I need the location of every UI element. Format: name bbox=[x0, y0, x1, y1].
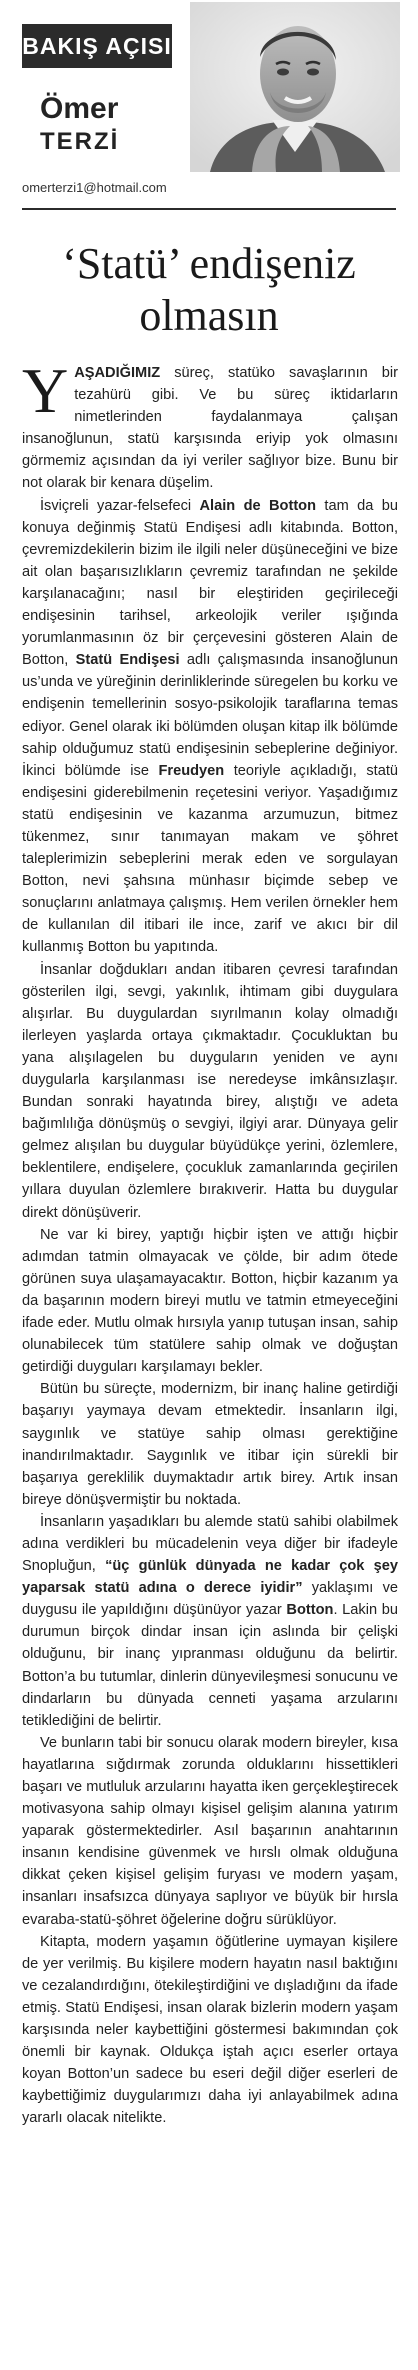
paragraph-5: Bütün bu süreçte, modernizm, bir inanç haline getirdiği başarıyı yaymaya devam etmektedir. İnsanların ilgi, saygınlık ve statüye sahip olması gerektiğine inandırılmaktadır. Saygınlık ve itibar için sürekli bir başarıya gereklilik duymaktadır artık birey. Artık insan bireye dönüşvermiştir bu noktada. bbox=[22, 1381, 398, 1508]
botton-bold: Botton bbox=[286, 1602, 334, 1619]
article-body bbox=[22, 355, 398, 2130]
paragraph-2-text-c: adlı çalışmasında insanoğlunun us’unda ve yüreğinin derinliklerinde süregelen bu korku ve endişenin temellerinin sosyo-psikolojik taraflarına temas ediyor. Genel olarak iki bölümden oluşan kitap ilk bölümde sahip olduğumuz statü endişesinin sebeplerine değiniyor. İkinci bölümde ise bbox=[22, 652, 398, 779]
section-label: BAKIŞ AÇISI bbox=[22, 24, 172, 68]
paragraph-2-text-b: tam da bu konuya değinmiş Statü Endişesi adlı kitabında. Botton, çevremizdekilerin bizim ile ilgili neler düşüneceğini ve bize ait olan başarısızlıkların çevremiz tarafından ne şekilde karşılanacağını; nasıl bir eleştiriden geçirileceği endişesinin tarihsel, arkeolojik veriler ışığında yorumlanmasının öz bir çerçevesini gösteren Alain de Botton, bbox=[22, 497, 398, 669]
freudian-bold: Freudyen bbox=[158, 762, 225, 779]
paragraph-7: Ve bunların tabi bir sonucu olarak modern bireyler, kısa hayatlarına sığdırmak zorunda olduklarını hissettikleri başarı ve mutluluk arzularını hayatta iken gerçekleştirecek motivasyona sahip olmayı kişisel gelişim alanına yatırım yaparak göstermektedirler. Asıl başarının anahtarının insanın kendisine güvenmek ve hırslı olmak olduğuna dikkat çeken kişisel gelişim furyası ve modern yaşam, insanları insafsızca dünyaya saplıyor ve büyük bir hırsla evaraba-statü-şöhret öğelerine doğru sürüklüyor. bbox=[22, 1734, 398, 1928]
author-email: omerterzi1@hotmail.com bbox=[22, 180, 167, 195]
author-last-name: TERZİ bbox=[40, 128, 120, 155]
article-title-line-1: ‘Statü’ endişeniz bbox=[62, 239, 356, 288]
book-title-bold: Statü Endişesi bbox=[75, 652, 180, 669]
column-header bbox=[0, 0, 418, 222]
paragraph-2 bbox=[22, 495, 398, 959]
paragraph-3: İnsanlar doğdukları andan itibaren çevresi tarafından gösterilen ilgi, sevgi, yakınlık, ihtimam gibi duygulara alışırlar. Bu duygulardan sıyrılmanın kolay olmadığı ilerleyen yaşlarda ortaya çıkmaktadır. Çocukluktan bu yana alışılagelen bu duyguların yeniden ve aynı duygularla karşılanması ise neredeyse imkânsızlaşır. Bundan sonraki hayatında birey, alıştığı ve adeta bağımlılığa dönüşmüş o sevgiyi, ilgiyi arar. Dünyaya gelir gelmez alışılan bu duygular büyüdükçe yerini, özlemlere, beklentilere, endişelere, çocukluk zamanlarında geçirilen yıllara duyulan özlemlere bırakıverir. Hatta bu duygular direkt dönüşüverir. bbox=[22, 961, 398, 1221]
paragraph-6-text-c: . Lakin bu durumun birçok dindar insan için aslında bir çelişki olduğunu, bir inanç yıpranması olduğunu da belirtir. Botton’a bu tutumlar, dinlerin dünyevileşmesi sonucunu ve dindarların bu dünyada cenneti yaşama arzularını tetiklediğini de belirtir. bbox=[22, 1602, 398, 1729]
article-title bbox=[20, 238, 398, 342]
drop-cap: Y bbox=[22, 355, 69, 426]
lead-word: AŞADIĞIMIZ bbox=[74, 365, 161, 381]
paragraph-1 bbox=[22, 355, 398, 495]
quote-bold: “üç günlük dünyada ne kadar çok şey yaparsak statü adına o derece iyidir” bbox=[22, 1558, 398, 1597]
paragraph-8: Kitapta, modern yaşamın öğütlerine uymayan kişilere de yer verilmiş. Bu kişilere modern hayatın nasıl baktığını ve cezalandırdığını, ötekileştirdiğini ve dışladığını da ifade etmiş. Statü Endişesi, insan olarak bizlerin modern yaşam karşısında neler kaybettiğini göstermesi bakımından çok önemli bir kaynak. Oldukça iştah açıcı eserler ortaya koyan Botton’un sadece bu eseri değil diğer eserleri de kaybettiğimiz duygularımızı daha iyi anlayabilmek adına yararlı olacak nitelikte. bbox=[22, 1933, 398, 2127]
paragraph-4: Ne var ki birey, yaptığı hiçbir işten ve attığı hiçbir adımdan tatmin olmayacak ve çölde, bir adım ötede görünen suya ulaşamayacaktır. Botton, hiçbir kazanım ya da başarının modern bireyi mutlu ve tatmin etmeyeceğini ifade eder. Mutlu olmak hırsıyla yanıp tutuşan insan, sahip olunabilecek tüm statülere sahip olmak ve doğuştan getirdiği duyguları karşılamayı bekler. bbox=[22, 1226, 398, 1376]
paragraph-6-text-b: yaklaşımı ve duygusu ile yapıldığını düşünüyor yazar bbox=[22, 1580, 398, 1619]
paragraph-2-text-d: teoriyle açıkladığı, statü endişesini giderebilmenin reçetesini veriyor. Yaşadığımız statü endişesinin ve kazanma arzumuzun, bitmez tükenmez, sınır tanımayan makam ve şöhret taleplerimizin sebeplerini merak eden ve sorgulayan Botton, nevi şahsına münhasır biçimde sebep ve sonuçlarını anlatmaya çalışmış. Hem verilen örnekler hem de kullanılan dil itibari ile ince, zarif ve akıcı bir dil kullanmış Botton bu yapıtında. bbox=[22, 762, 398, 956]
paragraph-2-text-a: İsviçreli yazar-felsefeci bbox=[40, 497, 200, 514]
author-portrait bbox=[190, 2, 400, 172]
paragraph-6-text-a: İnsanların yaşadıkları bu alemde statü sahibi olabilmek adına verdikleri bu mücadelenin veya diğer bir ifadeyle Snopluğun, bbox=[22, 1513, 398, 1575]
paragraph-6 bbox=[22, 1511, 398, 1732]
header-divider bbox=[22, 208, 396, 210]
author-name-bold: Alain de Botton bbox=[199, 497, 317, 514]
article-title-line-2: olmasın bbox=[139, 291, 279, 340]
author-first-name: Ömer bbox=[40, 92, 119, 125]
paragraph-1-text: süreç, statüko savaşlarının bir tezahürü gibi. Ve bu süreç iktidarların nimetlerinden faydalanmaya çalışan insanoğlunun, statü karşısında eriyip yok olmasını görmemiz açısından da iyi veriler sağlıyor bize. Bunu bir not olarak bir kenara düşelim. bbox=[22, 365, 398, 492]
